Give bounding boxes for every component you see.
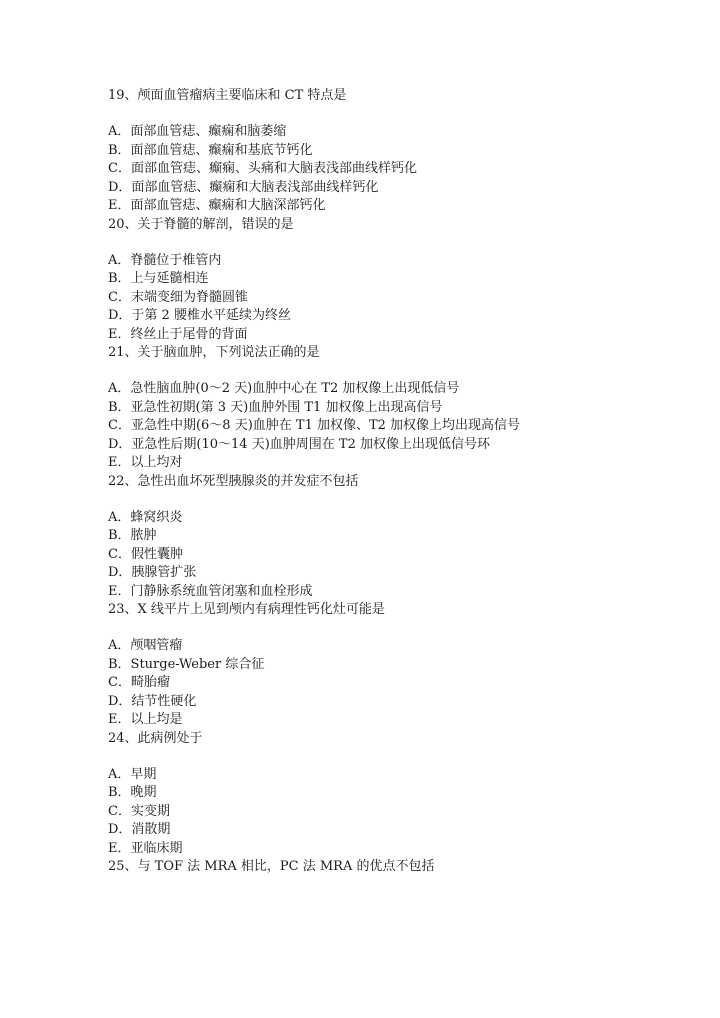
blank-line [108, 234, 628, 252]
question-24 [108, 730, 628, 859]
option-b: B．脓肿 [108, 528, 157, 543]
option-e: E．以上均是 [108, 712, 183, 727]
question-title: 25、与 TOF 法 MRA 相比，PC 法 MRA 的优点不包括 [108, 859, 435, 874]
document-page [108, 87, 628, 876]
option-d: D．于第 2 腰椎水平延续为终丝 [108, 308, 291, 323]
option-c: C．畸胎瘤 [108, 675, 170, 690]
option-c: C．实变期 [108, 803, 170, 819]
question-19 [108, 87, 628, 216]
option-c: C．末端变细为脊髓圆锥 [108, 289, 248, 305]
question-23 [108, 601, 628, 730]
question-25 [108, 858, 628, 876]
option-a: A．面部血管痣、癫痫和脑萎缩 [108, 124, 287, 139]
option-a: A．蜂窝织炎 [108, 509, 183, 525]
blank-line [108, 362, 628, 380]
question-title: 24、此病例处于 [108, 730, 203, 746]
option-b: B．Sturge-Weber 综合征 [108, 656, 265, 672]
option-b: B．上与延髓相连 [108, 271, 209, 286]
option-a: A．颅咽管瘤 [108, 638, 183, 653]
question-title: 22、急性出血坏死型胰腺炎的并发症不包括 [108, 473, 359, 489]
option-b: B．亚急性初期(第 3 天)血肿外围 T1 加权像上出现高信号 [108, 399, 443, 415]
option-a: A．早期 [108, 766, 157, 782]
option-c: C．亚急性中期(6～8 天)血肿在 T1 加权像、T2 加权像上均出现高信号 [108, 418, 521, 433]
blank-line [108, 491, 628, 509]
blank-line [108, 619, 628, 637]
option-d: D．胰腺管扩张 [108, 565, 197, 580]
option-e: E．面部血管痣、癫痫和大脑深部钙化 [108, 198, 326, 213]
question-20 [108, 216, 628, 345]
option-b: B．面部血管痣、癫痫和基底节钙化 [108, 142, 313, 158]
blank-line [108, 748, 628, 766]
option-a: A．急性脑血肿(0～2 天)血肿中心在 T2 加权像上出现低信号 [108, 381, 460, 396]
option-b: B．晚期 [108, 785, 157, 800]
question-title: 19、颅面血管瘤病主要临床和 CT 特点是 [108, 88, 347, 103]
option-c: C．面部血管痣、癫痫、头痛和大脑表浅部曲线样钙化 [108, 161, 417, 176]
question-title: 20、关于脊髓的解剖，错误的是 [108, 216, 294, 232]
option-d: D．消散期 [108, 822, 171, 837]
question-title: 23、X 线平片上见到颅内有病理性钙化灶可能是 [108, 602, 385, 617]
option-e: E．以上均对 [108, 455, 183, 470]
question-22 [108, 473, 628, 602]
blank-line [108, 105, 628, 123]
option-e: E．亚临床期 [108, 840, 183, 856]
option-d: D．亚急性后期(10～14 天)血肿周围在 T2 加权像上出现低信号环 [108, 436, 490, 452]
option-c: C．假性囊肿 [108, 546, 183, 562]
option-d: D．结节性硬化 [108, 693, 197, 709]
option-d: D．面部血管痣、癫痫和大脑表浅部曲线样钙化 [108, 179, 379, 195]
option-a: A．脊髓位于椎管内 [108, 252, 222, 268]
option-e: E．终丝止于尾骨的背面 [108, 326, 248, 342]
question-21 [108, 344, 628, 473]
option-e: E．门静脉系统血管闭塞和血栓形成 [108, 583, 313, 599]
question-title: 21、关于脑血肿，下列说法正确的是 [108, 345, 320, 360]
